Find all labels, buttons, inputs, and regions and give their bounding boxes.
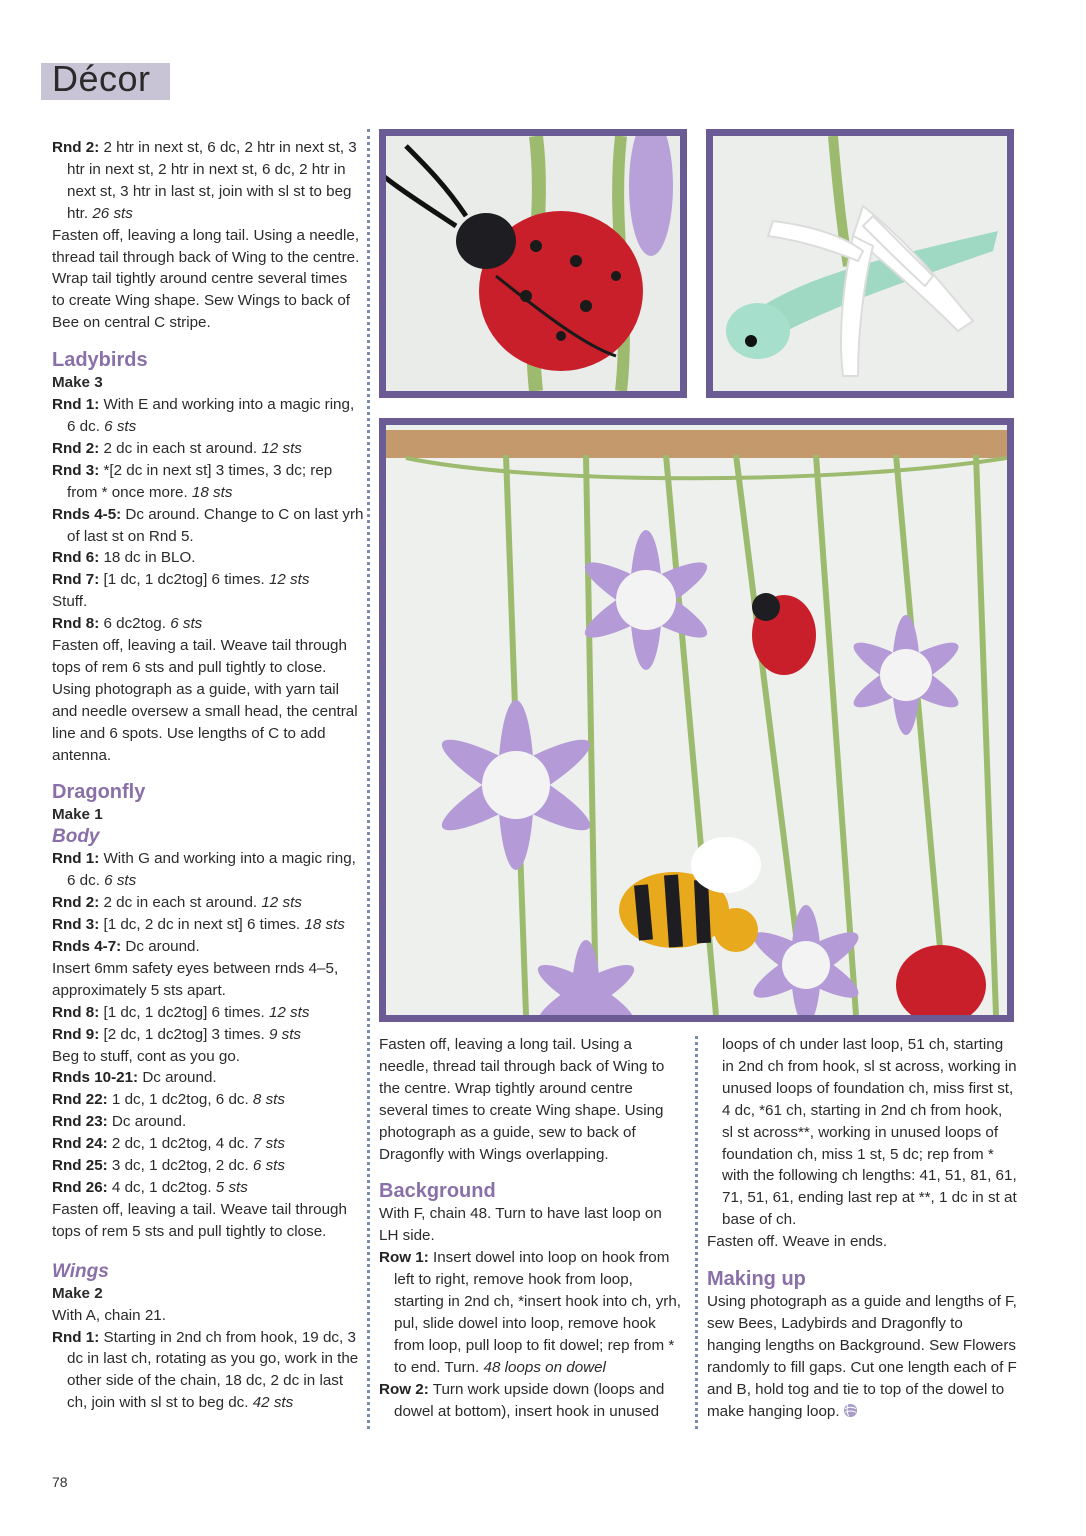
rnd-count: 7 sts <box>252 1135 285 1153</box>
ladybirds-heading: Ladybirds <box>52 349 148 372</box>
background-row2 <box>379 1379 684 1423</box>
rnd-label: Rnds 4-5: <box>52 505 122 523</box>
column-2 <box>379 1034 684 1423</box>
rnd-text: 2 dc in each st around. <box>99 894 262 912</box>
ladybird-photo <box>379 129 687 398</box>
rnd-text: 2 dc in each st around. <box>99 439 262 457</box>
page-number: 78 <box>52 1474 68 1490</box>
dragonfly-make: Make 1 <box>52 806 103 824</box>
wings-intro: With A, chain 21. <box>52 1306 166 1324</box>
rnd-text: 18 dc in BLO. <box>99 549 196 567</box>
dragonfly-rnd4-7 <box>52 936 364 958</box>
rnd-label: Rnd 22: <box>52 1091 108 1109</box>
dragonfly-rnd8 <box>52 1002 364 1024</box>
dragonfly-stuff: Beg to stuff, cont as you go. <box>52 1047 240 1065</box>
rnd-count: 12 sts <box>261 439 302 457</box>
rnd-text: 3 dc, 1 dc2tog, 2 dc. <box>107 1157 253 1175</box>
rnd-count: 12 sts <box>261 894 302 912</box>
wings-make: Make 2 <box>52 1284 103 1302</box>
rnd-text: Dc around. <box>107 1113 187 1131</box>
rnd-text: Dc around. <box>121 938 200 955</box>
rnd-count: 18 sts <box>304 916 345 934</box>
dragonfly-rnd2 <box>52 892 364 914</box>
rnd-label: Rnd 23: <box>52 1113 108 1131</box>
rnd-count: 6 sts <box>104 417 137 435</box>
rnd-text: Dc around. <box>138 1069 217 1087</box>
dragonfly-heading: Dragonfly <box>52 781 146 804</box>
column-1 <box>52 137 364 1414</box>
row-count: 48 loops on dowel <box>483 1358 606 1376</box>
rnd-count: 5 sts <box>215 1178 248 1196</box>
rnd-label: Rnds 10-21: <box>52 1069 139 1087</box>
rnd-count: 18 sts <box>191 483 233 501</box>
dragonfly-eyes: Insert 6mm safety eyes between rnds 4–5, approximately 5 sts apart. <box>52 959 339 999</box>
rnd-text: With E and working into a magic ring, 6 dc. <box>67 396 355 435</box>
yarn-ball-icon <box>843 1403 858 1418</box>
wings-rnd2 <box>52 137 364 225</box>
background-heading: Background <box>379 1180 496 1203</box>
ladybirds-finish: Fasten off, leaving a tail. Weave tail through tops of rem 6 sts and pull tightly to close. Using photograph as a guide, with yarn tail and needle oversew a small head, the central line and 6 spots. Use lengths of C to add antenna. <box>52 637 358 764</box>
ladybirds-make: Make 3 <box>52 374 103 392</box>
rnd-count: 6 sts <box>104 872 137 890</box>
dragonfly-rnd25 <box>52 1155 364 1177</box>
ladybird-illustration <box>386 136 680 391</box>
dragonfly-rnd1 <box>52 848 364 892</box>
body-subheading: Body <box>52 826 100 848</box>
ladybirds-rnd1 <box>52 394 364 438</box>
rnd-count: 8 sts <box>252 1091 285 1109</box>
ladybirds-rnd3 <box>52 460 364 504</box>
rnd-label: Rnd 6: <box>52 549 100 567</box>
row-text: Insert dowel into loop on hook from left to right, remove hook from loop, starting in 2nd ch, *insert hook into ch, yrh, pul, slide dowel into loop, remove hook from loop, pull loop to fit dowel; rep from * to end. Turn. <box>394 1249 682 1376</box>
rnd-text: 2 dc, 1 dc2tog, 4 dc. <box>107 1135 253 1153</box>
ladybirds-rnd4-5 <box>52 504 364 548</box>
column-divider-1 <box>367 129 370 1429</box>
dragonfly-rnd9 <box>52 1024 364 1046</box>
rnd-text: With G and working into a magic ring, 6 dc. <box>67 850 356 890</box>
rnd-label: Rnd 7: <box>52 571 100 589</box>
rnd-label: Rnd 2: <box>52 894 100 912</box>
rnd-count: 12 sts <box>268 1003 310 1021</box>
dragonfly-rnd3 <box>52 914 364 936</box>
rnd-label: Rnd 1: <box>52 1328 100 1346</box>
rnd-text: 2 htr in next st, 6 dc, 2 htr in next st, 3 htr in next st, 2 htr in next st, 6 dc, 2 htr in next st, 3 htr in last st, join with sl st to beg htr. <box>67 139 357 222</box>
rnd-label: Rnd 3: <box>52 461 100 479</box>
ladybirds-rnd8 <box>52 613 364 635</box>
dragonfly-rnd22 <box>52 1089 364 1111</box>
rnd-label: Rnd 24: <box>52 1135 108 1153</box>
rnd-count: 42 sts <box>252 1394 294 1412</box>
rnd-label: Rnd 26: <box>52 1178 108 1196</box>
making-up-heading: Making up <box>707 1268 806 1291</box>
ladybirds-rnd7 <box>52 569 364 591</box>
background-intro: With F, chain 48. Turn to have last loop on LH side. <box>379 1205 662 1245</box>
rnd-text: [1 dc, 2 dc in next st] 6 times. <box>99 916 305 934</box>
dragonfly-photo <box>706 129 1014 398</box>
row-text: Turn work upside down (loops and dowel at bottom), insert hook in unused <box>394 1380 665 1420</box>
ladybirds-rnd6 <box>52 547 364 569</box>
rnd-label: Rnds 4-7: <box>52 938 122 955</box>
making-up-body: Using photograph as a guide and lengths of F, sew Bees, Ladybirds and Dragonfly to hanging lengths on Background. Sew Flowers randomly to fill gaps. Cut one length each of F and B, hold tog and tie to top of the dowel to make hanging loop. <box>707 1293 1017 1420</box>
rnd-text: Dc around. Change to C on last yrh of last st on Rnd 5. <box>67 505 364 545</box>
row-label: Row 2: <box>379 1380 429 1398</box>
rnd-count: 9 sts <box>268 1025 302 1043</box>
rnd-label: Rnd 1: <box>52 850 100 868</box>
rnd-label: Rnd 25: <box>52 1157 108 1175</box>
wings-finish-cont: Fasten off, leaving a long tail. Using a needle, thread tail through back of Wing to the centre. Wrap tightly around centre several times to create Wing shape. Using photograph as a guide, sew to back of Dragonfly with Wings overlapping. <box>379 1036 665 1163</box>
rnd-text: [1 dc, 1 dc2tog] 6 times. <box>99 571 269 589</box>
column-divider-2 <box>695 1036 698 1429</box>
background-row1 <box>379 1247 684 1378</box>
rnd-text: 1 dc, 1 dc2tog, 6 dc. <box>107 1091 253 1109</box>
rnd-count: 6 sts <box>170 615 203 633</box>
rnd-count: 12 sts <box>268 571 310 589</box>
wings-subheading: Wings <box>52 1260 109 1282</box>
rnd-label: Rnd 1: <box>52 396 100 414</box>
rnd-label: Rnd 9: <box>52 1025 100 1043</box>
dragonfly-finish: Fasten off, leaving a tail. Weave tail through tops of rem 5 sts and pull tightly to close. <box>52 1200 347 1240</box>
dragonfly-illustration <box>713 136 1007 391</box>
making-up-text <box>707 1291 1017 1422</box>
rnd-label: Rnd 8: <box>52 615 100 633</box>
rnd-text: [2 dc, 1 dc2tog] 3 times. <box>99 1025 269 1043</box>
ladybirds-stuff: Stuff. <box>52 593 88 611</box>
rnd-label: Rnd 3: <box>52 916 100 934</box>
page-section-title: Décor <box>52 58 151 99</box>
dragonfly-rnd10-21 <box>52 1067 364 1089</box>
rnd-text: *[2 dc in next st] 3 times, 3 dc; rep from * once more. <box>67 461 333 501</box>
wall-hanging-photo <box>379 418 1014 1022</box>
rnd-text: 4 dc, 1 dc2tog. <box>107 1178 216 1196</box>
rnd-text: Starting in 2nd ch from hook, 19 dc, 3 dc in last ch, rotating as you go, work in the other side of the chain, 18 dc, 2 dc in last ch, join with sl st to beg dc. <box>67 1328 359 1412</box>
rnd-text: [1 dc, 1 dc2tog] 6 times. <box>99 1003 269 1021</box>
dragonfly-rnd24 <box>52 1133 364 1155</box>
rnd-label: Rnd 2: <box>52 439 100 457</box>
dragonfly-rnd26 <box>52 1177 364 1199</box>
column-3 <box>707 1034 1017 1423</box>
wings-rnd1 <box>52 1327 364 1415</box>
rnd-count: 6 sts <box>252 1157 285 1175</box>
rnd-label: Rnd 2: <box>52 139 100 156</box>
fasten-off: Fasten off. Weave in ends. <box>707 1233 888 1251</box>
rnd-text: 6 dc2tog. <box>99 615 171 633</box>
row2-continued: loops of ch under last loop, 51 ch, starting in 2nd ch from hook, sl st across, working in unused loops of foundation ch, miss first st, 4 dc, *61 ch, starting in 2nd ch from hook, sl st across**, working in unused loops of foundation ch, miss 1 st, 5 dc; rep from * with the following ch lengths: 41, 51, 81, 61, 71, 51, 61, ending last rep at **, 1 dc in st at base of ch. <box>722 1036 1017 1229</box>
row-label: Row 1: <box>379 1249 429 1267</box>
wall-hanging-illustration <box>386 425 1007 1015</box>
ladybirds-rnd2 <box>52 438 364 460</box>
rnd-count: 26 sts <box>92 204 133 222</box>
rnd-label: Rnd 8: <box>52 1003 100 1021</box>
dragonfly-rnd23 <box>52 1111 364 1133</box>
wings-finish-text: Fasten off, leaving a long tail. Using a needle, thread tail through back of Wing to the centre. Wrap tail tightly around centre several times to create Wing shape. Sew Wings to back of Bee on central C stripe. <box>52 226 360 332</box>
